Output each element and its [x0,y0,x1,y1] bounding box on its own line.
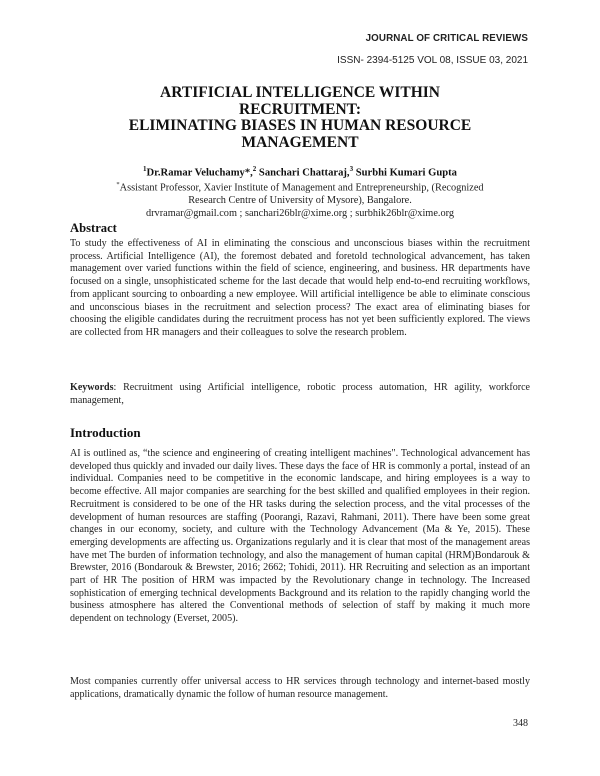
author-name: Surbhi Kumari Gupta [353,167,457,179]
page-number: 348 [513,718,528,729]
issn-volume: ISSN- 2394-5125 VOL 08, ISSUE 03, 2021 [337,55,528,66]
introduction-paragraph-2: Most companies currently offer universal access to HR services through technology and internet-based mostly applications, dramatically dynamic the follow of human resource management. [70,676,530,700]
affiliation-line: Research Centre of University of Mysore), Bangalore. [188,195,412,207]
author-name: Dr.Ramar Veluchamy*, [146,167,253,179]
title-line: MANAGEMENT [241,133,359,151]
abstract-heading: Abstract [70,221,117,235]
author-emails: drvramar@gmail.com ; sanchari26blr@xime.org ; surbhik26blr@xime.org [145,208,455,220]
author-index: 1 [143,165,147,173]
abstract-text: To study the effectiveness of AI in eliminating the conscious and unconscious biases within the recruitment process. Artificial Intelligence (AI), the foremost debated and foretold technological advancement, has taken management over varied functions within the field of science, engineering, and business. HR departments have focused on a single, unsophisticated scheme for the last decade that would help end-to-end recruiting workflows, from applicant sourcing to onboarding a new employee. Will artificial intelligence be able to eliminate conscious and unconscious biases in the recruitment and selection process? The exact area of eliminating biases for choosing the eligible candidates during the recruitment process has not yet been sufficiently explored. The views are collected from HR managers and their colleagues to solve the research problem. [70,238,530,338]
title-line: RECRUITMENT: [239,100,361,118]
affiliation-line: Assistant Professor, Xavier Institute of Management and Entrepreneurship, (Recognized [119,182,484,194]
paper-title [70,85,530,151]
author-index: 2 [252,165,257,173]
author-name: Sanchari Chattaraj, [256,167,350,179]
affiliation-marker: * [116,181,120,188]
author-list [70,165,530,179]
title-line: ELIMINATING BIASES IN HUMAN RESOURCE [128,117,472,134]
author-index: 3 [349,165,354,173]
title-line: ARTIFICIAL INTELLIGENCE WITHIN [160,84,440,101]
keywords-label: Keywords [70,382,114,393]
introduction-paragraph-1: AI is outlined as, “the science and engineering of creating intelligent machines". Technological advancement has developed thus quickly and invaded our daily lives. These days the face of HR is commonly a portal, instead of an individual. Companies need to be competitive in the economic landscape, and hiring employees is a way to become effective. All major companies are searching for the best skilled and qualified employees in their region. Recruitment is considered to be one of the HR tasks during the selection process, and the vital processes of the development of human resources are staffing (Poorangi, Razavi, Rahmani, 2011). There have been some great changes in our economy, society, and culture with the Technology Advancement (Ma & Ye, 2015). These emerging developments are affecting us. Organizations regularly and it is clear that most of the management areas have met The burden of information technology, and also the management of human capital (HRM)Bondarouk & Brewster, 2016 (Bondarouk & Brewster, 2016; 2662; Tohidi, 2011). HR Recruiting and selection as an important part of HR The position of HRM was impacted by the Revolutionary change in technology. The Increased sophistication of emerging technical developments Background and its relation to the rapidly changing world the business atmosphere has altered the Conventional methods of selection of staff by making it much more dependent on technology (Everset, 2005). [70,448,530,625]
keywords-text: : Recruitment using Artificial intelligence, robotic process automation, HR agility, workforce management, [70,382,530,406]
keywords [70,382,530,407]
introduction-heading: Introduction [70,425,141,440]
affiliation [70,178,530,220]
journal-name: JOURNAL OF CRITICAL REVIEWS [365,33,528,44]
